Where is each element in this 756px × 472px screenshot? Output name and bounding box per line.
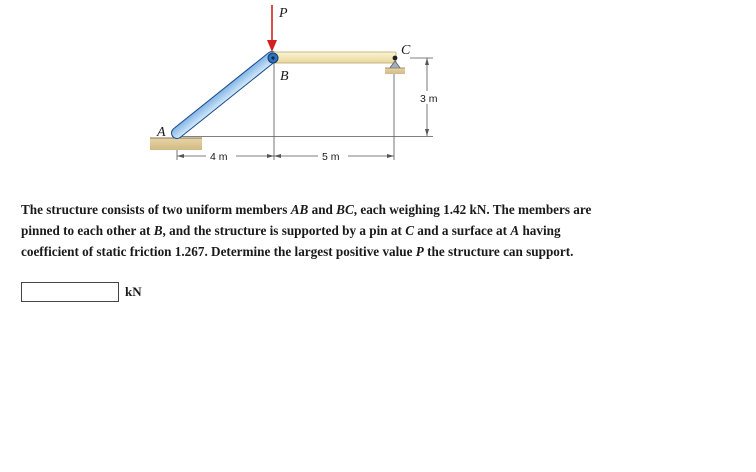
symbol-a: A [510,222,520,238]
symbol-ab: AB [290,202,309,217]
dim-arrow-b-left [267,154,274,158]
symbol-bc: BC [336,202,354,217]
dim-label-4m: 4 m [210,151,228,163]
label-c: C [401,43,411,58]
structure-figure [0,0,756,195]
symbol-p: P [415,243,424,259]
dim-arrow-c [387,154,394,158]
dim-label-5m: 5 m [322,151,340,163]
problem-statement: The structure consists of two uniform members AB and BC, each weighing 1.42 kN. The members are pinned to each other at B, and the structure is supported by a pin at C and a surface at A having coefficient of static friction 1.267. Determine the largest positive value P the structure can support. [21,202,592,259]
ground-c [385,68,405,74]
dim-label-3m: 3 m [420,93,438,105]
answer-row [21,282,142,302]
symbol-c: C [405,222,414,238]
dim-arrow-b-right [274,154,281,158]
pin-b-center [271,56,274,59]
label-a: A [157,125,166,140]
pin-c [393,56,398,61]
label-p: P [279,6,288,21]
dim-arrow-bottom [425,129,429,136]
label-b: B [280,69,289,84]
dim-arrow-a [177,154,184,158]
member-bc [272,52,396,63]
answer-input[interactable] [21,282,119,302]
member-ab-body [177,57,272,133]
dim-arrow-top [425,58,429,65]
answer-unit: kN [125,284,142,299]
symbol-b: B [153,222,163,238]
force-arrowhead [267,40,277,52]
